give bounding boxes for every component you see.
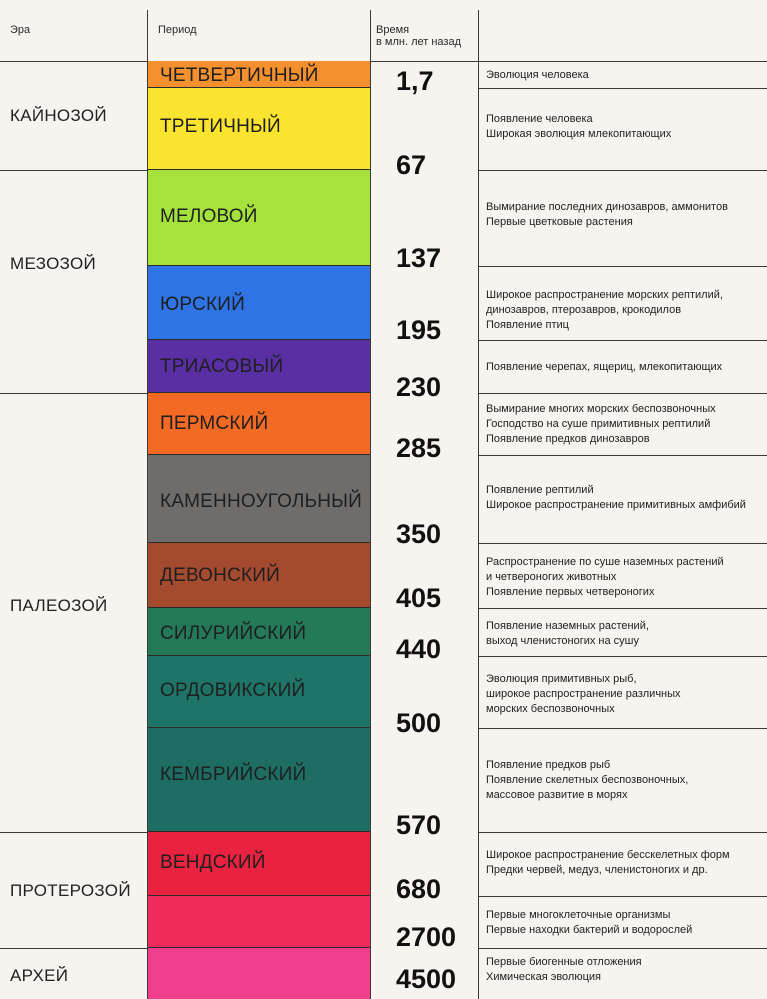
- era-boundary: [0, 170, 148, 171]
- period-label: МЕЛОВОЙ: [160, 206, 258, 227]
- era-label-cenozoic: КАЙНОЗОЙ: [10, 106, 107, 125]
- period-band-triassic: [148, 340, 370, 393]
- event-boundary: [479, 896, 767, 897]
- era-boundary: [0, 832, 148, 833]
- header-era: Эра: [10, 24, 31, 36]
- event-text: [486, 360, 722, 375]
- event-line: Первые находки бактерий и водорослей: [486, 924, 693, 936]
- time-value: 405: [396, 583, 442, 613]
- event-boundary: [479, 656, 767, 657]
- event-boundary: [479, 393, 767, 394]
- header-time: [376, 24, 461, 48]
- event-boundary: [479, 608, 767, 609]
- period-band-vendian: [148, 832, 370, 896]
- time-value: 4500: [396, 964, 457, 994]
- time-value: 680: [396, 874, 442, 904]
- event-line: Химическая эволюция: [486, 971, 602, 983]
- period-label: ТРИАСОВЫЙ: [160, 356, 284, 377]
- period-band-devonian: [148, 543, 370, 608]
- era-boundary: [0, 393, 148, 394]
- time-value: 570: [396, 810, 442, 840]
- event-text: [486, 200, 728, 230]
- period-label: ВЕНДСКИЙ: [160, 852, 266, 873]
- event-line: Появление человека: [486, 113, 593, 125]
- event-line: морских беспозвоночных: [486, 703, 615, 715]
- event-boundary: [479, 543, 767, 544]
- period-label: КЕМБРИЙСКИЙ: [160, 764, 307, 785]
- period-label: ОРДОВИКСКИЙ: [160, 680, 306, 701]
- event-line: Эволюция человека: [486, 69, 589, 81]
- period-label: ЮРСКИЙ: [160, 294, 245, 315]
- period-label: КАМЕННОУГОЛЬНЫЙ: [160, 491, 363, 512]
- event-line: Предки червей, медуз, членистоногих и др.: [486, 864, 708, 876]
- event-line: Распространение по суше наземных растений: [486, 556, 724, 568]
- event-boundary: [479, 832, 767, 833]
- event-line: Вымирание последних динозавров, аммонитов: [486, 201, 728, 213]
- period-label: СИЛУРИЙСКИЙ: [160, 623, 307, 644]
- period-band-ordovician: [148, 656, 370, 728]
- header-time-line2: в млн. лет назад: [376, 36, 461, 49]
- event-line: Первые биогенные отложения: [486, 956, 642, 968]
- time-value: 67: [396, 150, 427, 180]
- event-line: широкое распространение различных: [486, 688, 681, 700]
- event-text: [486, 848, 730, 878]
- event-line: выход членистоногих на сушу: [486, 635, 639, 647]
- event-line: динозавров, птерозавров, крокодилов: [486, 304, 682, 316]
- event-line: и четвероногих животных: [486, 571, 617, 583]
- period-band-jurassic: [148, 266, 370, 340]
- era-label-mesozoic: МЕЗОЗОЙ: [10, 254, 97, 273]
- era-boundary: [0, 948, 148, 949]
- event-line: Первые многоклеточные организмы: [486, 909, 671, 921]
- event-line: Эволюция примитивных рыб,: [486, 673, 637, 685]
- period-label: ДЕВОНСКИЙ: [160, 565, 280, 586]
- period-band-permian: [148, 393, 370, 455]
- header-period: Период: [158, 24, 197, 36]
- event-line: Появление первых четвероногих: [486, 586, 655, 598]
- event-line: Широкое распространение примитивных амфибий: [486, 499, 746, 511]
- period-band-proterozoic-early: [148, 896, 370, 948]
- header-rule: [0, 61, 767, 62]
- event-line: Появление скелетных беспозвоночных,: [486, 774, 689, 786]
- event-text: [486, 112, 671, 142]
- period-label: ТРЕТИЧНЫЙ: [160, 116, 281, 137]
- event-text: [486, 908, 692, 938]
- event-boundary: [479, 88, 767, 89]
- event-line: Широкое распространение бесскелетных форм: [486, 849, 730, 861]
- era-label-archean: АРХЕЙ: [10, 966, 69, 985]
- event-boundary: [479, 170, 767, 171]
- period-band-cambrian: [148, 728, 370, 832]
- divider-time-events: [478, 10, 479, 999]
- event-line: Широкая эволюция млекопитающих: [486, 128, 672, 140]
- event-boundary: [479, 455, 767, 456]
- event-text: [486, 619, 649, 649]
- event-line: Появление рептилий: [486, 484, 594, 496]
- time-value: 1,7: [396, 66, 434, 96]
- time-value: 440: [396, 634, 442, 664]
- era-label-proterozoic: ПРОТЕРОЗОЙ: [10, 881, 131, 900]
- period-band-archean: [148, 948, 370, 999]
- period-band-carboniferous: [148, 455, 370, 543]
- event-boundary: [479, 948, 767, 949]
- event-text: [486, 68, 589, 83]
- time-value: 195: [396, 315, 442, 345]
- divider-period-time: [370, 10, 371, 999]
- event-line: Появление предков динозавров: [486, 433, 650, 445]
- event-text: [486, 672, 681, 717]
- period-band-tertiary: [148, 88, 370, 170]
- event-line: Вымирание многих морских беспозвоночных: [486, 403, 716, 415]
- event-boundary: [479, 728, 767, 729]
- event-line: Появление наземных растений,: [486, 620, 649, 632]
- time-value: 350: [396, 519, 442, 549]
- period-band-quaternary: [148, 61, 370, 88]
- time-value: 230: [396, 372, 442, 402]
- event-line: Появление птиц: [486, 319, 569, 331]
- event-boundary: [479, 266, 767, 267]
- event-text: [486, 555, 724, 600]
- event-line: массовое развитие в морях: [486, 789, 628, 801]
- period-band-silurian: [148, 608, 370, 656]
- event-text: [486, 288, 723, 333]
- period-label: ПЕРМСКИЙ: [160, 413, 269, 434]
- event-line: Первые цветковые растения: [486, 216, 633, 228]
- event-text: [486, 758, 688, 803]
- event-line: Широкое распространение морских рептилий,: [486, 289, 723, 301]
- event-boundary: [479, 340, 767, 341]
- event-text: [486, 955, 642, 985]
- event-line: Появление черепах, ящериц, млекопитающих: [486, 361, 723, 373]
- event-line: Появление предков рыб: [486, 759, 611, 771]
- period-band-cretaceous: [148, 170, 370, 266]
- era-label-paleozoic: ПАЛЕОЗОЙ: [10, 596, 108, 615]
- time-value: 2700: [396, 922, 457, 952]
- time-value: 500: [396, 708, 442, 738]
- time-value: 285: [396, 433, 442, 463]
- event-text: [486, 402, 716, 447]
- event-line: Господство на суше примитивных рептилий: [486, 418, 711, 430]
- event-text: [486, 483, 746, 513]
- period-label: ЧЕТВЕРТИЧНЫЙ: [160, 65, 319, 86]
- header-time-line1: Время: [376, 24, 410, 36]
- time-value: 137: [396, 243, 442, 273]
